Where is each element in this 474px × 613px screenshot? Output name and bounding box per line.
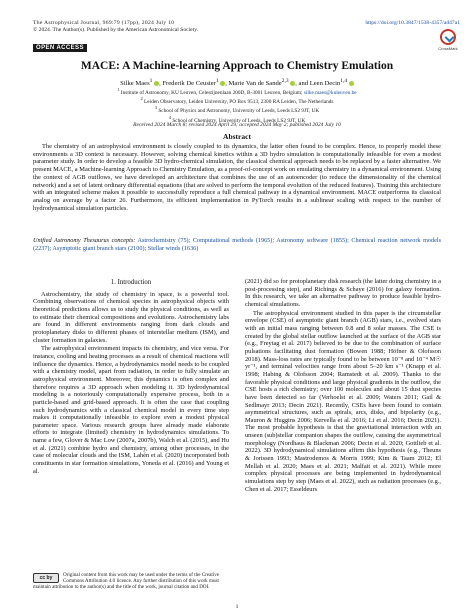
page-number: 1 — [235, 604, 239, 610]
doi-link[interactable]: https://doi.org/10.3847/1538-4357/ad47a1 — [365, 20, 460, 26]
crossmark-icon — [440, 29, 456, 45]
keywords — [33, 237, 441, 252]
affiliation-1: Institute of Astronomy, KU Leuven, Celestijnenlaan 200D, B-3001 Leuven, Belgium; — [120, 89, 303, 96]
paper-title: MACE: A Machine-learning Approach to Chemistry Emulation — [80, 60, 394, 72]
author-name: , and Leen Decin — [295, 80, 341, 88]
keywords-links[interactable]: Astrochemistry (75); Computational methods (1965); Astronomy software (1855); Chemical reaction network models (2237); Asymptotic giant branch stars (2100); Stellar winds (1636) — [33, 237, 441, 252]
keywords-label: Unified Astronomy Thesaurus concepts: — [33, 237, 136, 244]
license-text: Original content from this work may be used under the terms of the Creative Commons Attribution 4.0 licence. Any further distribution of this work must maintain attribution to the author(s) and the title of the work, journal citation and DOI. — [33, 572, 220, 591]
cc-by-icon[interactable]: cc by — [33, 573, 59, 583]
author-name: Silke Maes — [120, 80, 150, 88]
left-column — [33, 279, 229, 476]
author-list: Silke Maes$^1$ , Frederik De Ceuster$^1$ , Marie Van de Sande$^{2,3}$ , and Leen Decin$^{1,4}$ — [30, 77, 444, 88]
journal-header — [33, 20, 198, 34]
author-name: , Frederik De Ceuster — [159, 80, 216, 88]
journal-line: The Astrophysical Journal, 969:79 (17pp), 2024 July 10 — [33, 20, 175, 26]
paragraph: The astrophysical environment studied in this paper is the circumstellar envelope (CSE) of asymptotic giant branch (AGB) stars, i.e., evolved stars with an initial mass ranging between 0.8 and 8 solar masses. The CSE is created by the global stellar outflow launched at the surface of the AGB star (e.g., Freytag et al. 2017) believed to be due to the combination of surface pulsations facilitating dust formation (Bowen 1988; Höfner & Olofsson 2018). Mass-loss rates are typically found to be between 10⁻⁸ and 10⁻⁴ M☉ yr⁻¹, and terminal velocities range from about 5–20 km s⁻¹ (Knapp et al. 1998; Habing & Olofsson 2004; Ramstedt et al. 2009). Thanks to the favorable physical conditions and large physical gradients in the outflow, the CSE hosts a rich chemistry; over 100 molecules and about 15 dust species have been detected so far (Verhoelst et al. 2009; Waters 2011; Gail & Sedlmayr 2013; Decin 2021). Recently, CSEs have been found to contain asymmetrical structures, such as spirals, arcs, disks, and bipolarity (e.g., Mauron & Huggins 2006; Kervella et al. 2016; Li et al. 2016; Decin 2021). The most probable hypothesis is that the gravitational interaction with an unseen (sub)stellar companion shapes the outflow, causing the asymmetrical morphology (Nordhaus & Blackman 2006; Decin et al. 2020; Gottlieb et al. 2022). 3D hydrodynamical simulations affirm this hypothesis (e.g., Theuns & Jorissen 1993; Mastrodemos & Morris 1999; Kim & Taam 2012; El Mellah et al. 2020; Maes et al. 2021; Malfait et al. 2021). While more complex physical processes are being implemented in hydrodynamical simulations step by step (Maes et al. 2022), such as radiation processes (e.g., Chen et al. 2017; Esseldeurs — [245, 309, 441, 493]
copyright-line: © 2024. The Author(s). Published by the American Astronomical Society. — [33, 27, 199, 33]
received-dates: Received 2024 March 8; revised 2024 April 29; accepted 2024 May 2; published 2024 July 10 — [133, 122, 341, 128]
open-access-badge: OPEN ACCESS — [33, 44, 87, 52]
paragraph: Astrochemistry, the study of chemistry in space, is a powerful tool. Combining observations of chemical species in astrophysical objects with theoretical predictions allows us to study the physical conditions, as well as to estimate their chemical compositions and evolutions. Astrochemistry labs are found in different environments ranging from dark clouds and protoplanetary disks to different phases of interstellar medium (ISM), and cluster formation in galaxies. — [33, 290, 229, 344]
affiliation-3: School of Physics and Astronomy, University of Leeds, Leeds LS2 9JT, UK — [158, 108, 320, 115]
crossmark-label: CrossMark — [438, 46, 458, 51]
section-heading: 1. Introduction — [110, 279, 152, 286]
right-column — [245, 278, 441, 494]
crossmark-badge[interactable] — [438, 29, 458, 51]
abstract-text: The chemistry of an astrophysical environment is closely coupled to its dynamics, the latter often found to be complex. Hence, to properly model these environments a 3D context is necessary. However, solving chemical kinetics within a 3D hydro simulation is computationally infeasible for even a modest parameter study. In order to develop a feasible 3D hydro-chemical simulation, the classical chemical approach needs to be replaced by a faster alternative. We present MACE, a Machine-learning Approach to Chemistry Emulation, as a proof-of-concept work on emulating chemistry in a dynamical environment. Using the context of AGB outflows, we have developed an architecture that combines the use of an autoencoder (to reduce the dimensionality of the chemical network) and a set of latent ordinary differential equations (that are solved to perform the temporal evolution of the reduced features). Training this architecture with an integrated scheme makes it possible to successfully reproduce a full chemical pathway in a dynamical environment. MACE outperforms its classical analog on average by a factor 26. Furthermore, its efficient implementation in PyTorch results in a sublinear scaling with respect to the number of hydrodynamical simulation particles. — [33, 143, 441, 212]
abstract-heading: Abstract — [223, 132, 251, 141]
paragraph: (2021) did so for protoplanetary disk research (the latter doing chemistry in a post-processing step), and Richings & Schaye (2016) for galaxy formation. In this research, we take an alternative pathway to produce feasible hydro-chemical simulations. — [245, 278, 441, 308]
author-name: , Marie Van de Sande — [225, 80, 282, 88]
affiliation-2: Leiden Observatory, Leiden University, PO Box 9513, 2300 RA Leiden, The Netherlands — [144, 98, 334, 105]
email-link[interactable]: silke.maes@kuleuven.be — [303, 89, 357, 96]
orcid-icon[interactable] — [349, 81, 354, 86]
affiliations: $^1$ Institute of Astronomy, KU Leuven, Celestijnenlaan 200D, B-3001 Leuven, Belgium; silke.maes@kuleuven.be $^2$ Leiden Observatory, Leiden University, PO Box 9513, 2300 RA Leiden, The Netherlands $^3$ School of Physics and Astronomy, University of Leeds, Leeds LS2 9JT, UK $^4$ School of Chemistry, University of Leeds, Leeds LS2 9JT, UK — [117, 87, 357, 124]
paragraph: The astrophysical environment impacts its chemistry, and vice versa. For instance, cooling and heating processes as a result of chemical reactions will influence the dynamics. Hence, a hydrodynamics model needs to be coupled with a chemistry model, apart from radiation, in order to fully simulate an astrophysical environment. Moreover, this dynamics is often complex and therefore requires a 3D approach when modeling it. 3D hydrodynamical modeling is a notoriously computationally expensive process, both in a particle-based and grid-based approach. It is often the case that coupling such hydrodynamics with a classical chemical model in every time step makes it computationally infeasible to explore even a modest physical parameter space. Various research groups have already made elaborate efforts to integrate (limited) chemistry in hydrodynamics simulations. To name a few, Glover & Mac Low (2007a, 2007b), Walch et al. (2015), and Hu et al. (2021) combine hydro and chemistry, among other processes, in the case of molecular clouds and the ISM, Lahén et al. (2020) incorporated both constituents in star formation simulations, Yoneda et al. (2016) and Young et al. — [33, 345, 229, 475]
affiliation-4: School of Chemistry, University of Leeds, Leeds LS2 9JT, UK — [172, 117, 306, 124]
license-note — [33, 572, 229, 591]
